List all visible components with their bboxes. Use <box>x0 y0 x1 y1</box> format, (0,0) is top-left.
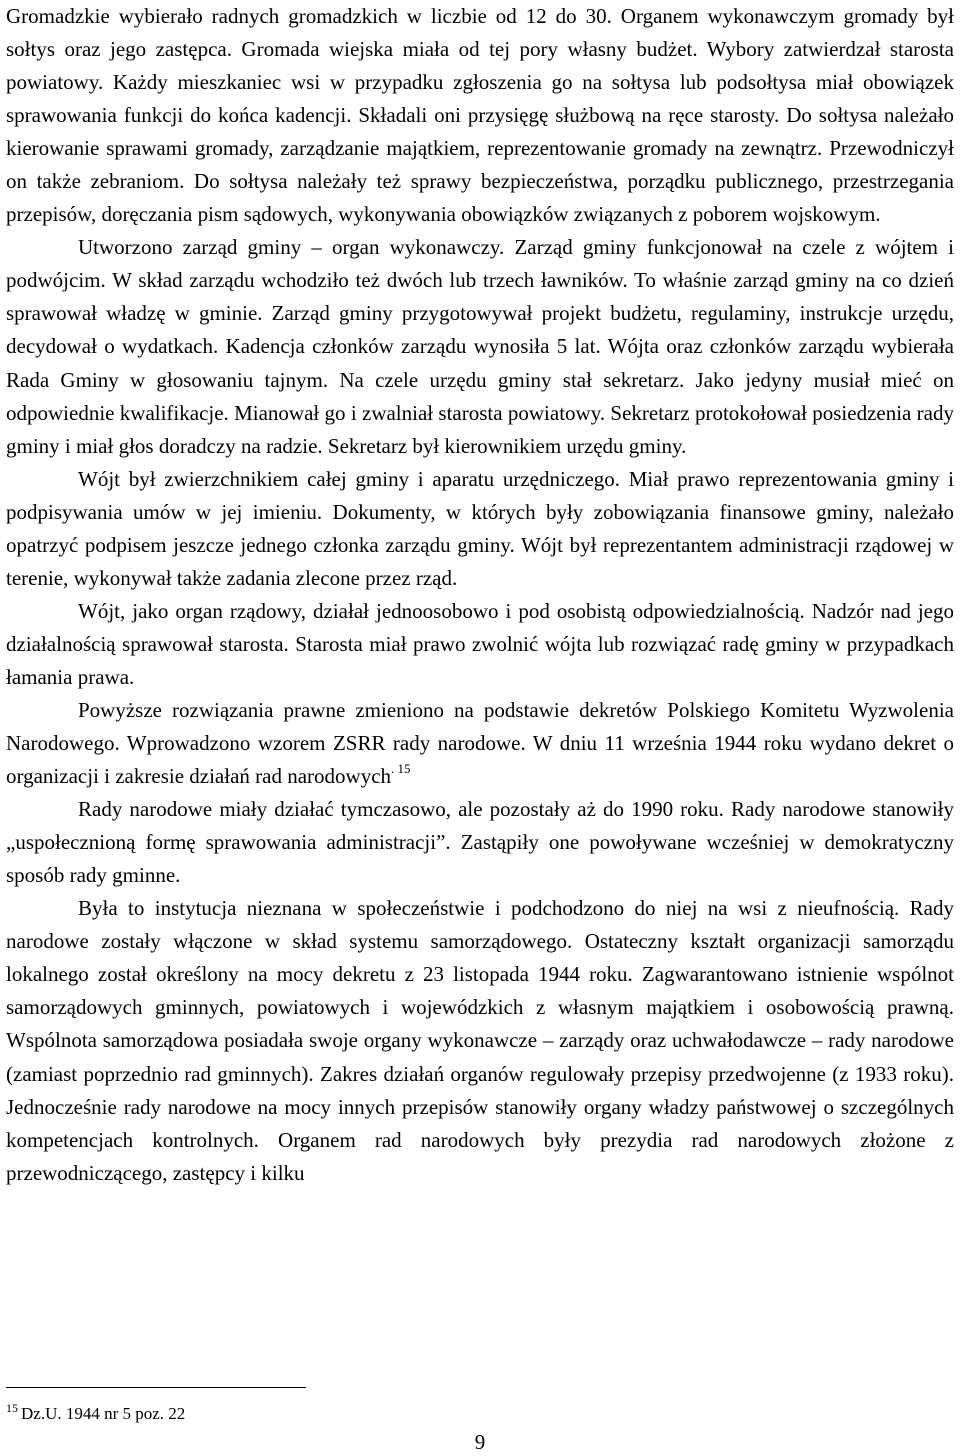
paragraph-6 <box>6 793 954 892</box>
paragraph-1 <box>6 0 954 231</box>
footnote-separator <box>6 1387 306 1388</box>
paragraph-7 <box>6 892 954 1189</box>
page-number: 9 <box>474 1430 486 1454</box>
paragraph-4-text: Wójt, jako organ rządowy, działał jednoosobowo i pod osobistą odpowiedzialnością. Nadzór nad jego działalnością sprawował starosta. Starosta miał prawo zwolnić wójta lub rozwiązać radę gminy w przypadkach łamania prawa. <box>6 598 954 689</box>
body-text <box>6 0 954 1190</box>
footnote <box>6 1403 185 1425</box>
paragraph-5-text: Powyższe rozwiązania prawne zmieniono na podstawie dekretów Polskiego Komitetu Wyzwolenia Narodowego. Wprowadzono wzorem ZSRR rady narodowe. W dniu 11 września 1944 roku wydano dekret o organizacji i zakresie działań rad narodowych <box>6 697 954 789</box>
paragraph-1-text: Gromadzkie wybierało radnych gromadzkich w liczbie od 12 do 30. Organem wykonawczym gromady był sołtys oraz jego zastępca. Gromada wiejska miała od tej pory własny budżet. Wybory zatwierdzał starosta powiatowy. Każdy mieszkaniec wsi w przypadku zgłoszenia go na sołtysa lub podsołtysa miał obowiązek sprawowania funkcji do końca kadencji. Składali oni przysięgę służbową na ręce starosty. Do sołtysa należało kierowanie sprawami gromady, zarządzanie majątkiem, reprezentowanie gromady na zewnątrz. Przewodniczył on także zebraniom. Do sołtysa należały też sprawy bezpieczeństwa, porządku publicznego, przestrzegania przepisów, doręczania pism sądowych, wykonywania obowiązków związanych z poborem wojskowym. <box>6 4 954 227</box>
paragraph-3-text: Wójt był zwierzchnikiem całej gminy i aparatu urzędniczego. Miał prawo reprezentowania gminy i podpisywania umów w jej imieniu. Dokumenty, w których były zobowiązania finansowe gminy, należało opatrzyć podpisem jeszcze jednego członka zarządu gminy. Wójt był reprezentantem administracji rządowej w terenie, wykonywał także zadania zlecone przez rząd. <box>6 466 954 590</box>
footnote-number: 15 <box>6 1401 18 1415</box>
paragraph-2 <box>6 231 954 462</box>
paragraph-4 <box>6 595 954 694</box>
paragraph-7-text: Była to instytucja nieznana w społeczeństwie i podchodzono do niej na wsi z nieufnością. Rady narodowe zostały włączone w skład systemu samorządowego. Ostateczny kształt organizacji samorządu lokalnego został określony na mocy dekretu z 23 listopada 1944 roku. Zagwarantowano istnienie wspólnot samorządowych gminnych, powiatowych i wojewódzkich z własnym majątkiem i osobowością prawną. Wspólnota samorządowa posiadała swoje organy wykonawcze – zarządy oraz uchwałodawcze – rady narodowe (zamiast poprzednio rad gminnych). Zakres działań organów regulowały przepisy przedwojenne (z 1933 roku). Jednocześnie rady narodowe na mocy innych przepisów stanowiły organy władzy państwowej o szczególnych kompetencjach kontrolnych. Organem rad narodowych były prezydia rad narodowych złożone z przewodniczącego, zastępcy i kilku <box>6 896 954 1185</box>
paragraph-6-text: Rady narodowe miały działać tymczasowo, ale pozostały aż do 1990 roku. Rady narodowe stanowiły „uspołecznioną formę sprawowania administracji”. Zastąpiły one powoływane wcześniej w demokratyczny sposób rady gminne. <box>6 797 954 888</box>
paragraph-3 <box>6 463 954 595</box>
paragraph-2-text: Utworzono zarząd gminy – organ wykonawczy. Zarząd gminy funkcjonował na czele z wójtem i podwójcim. W skład zarządu wchodziło też dwóch lub trzech ławników. To właśnie zarząd gminy na co dzień sprawował władzę w gminie. Zarząd gminy przygotowywał projekt budżetu, regulaminy, instrukcje urzędu, decydował o wydatkach. Kadencja członków zarządu wynosiła 5 lat. Wójta oraz członków zarządu wybierała Rada Gminy w głosowaniu tajnym. Na czele urzędu gminy stał sekretarz. Jako jedyny musiał mieć on odpowiednie kwalifikacje. Mianował go i zwalniał starosta powiatowy. Sekretarz protokołował posiedzenia rady gminy i miał głos doradczy na radzie. Sekretarz był kierownikiem urzędu gminy. <box>6 235 954 458</box>
footnote-reference[interactable]: . 15 <box>391 761 411 777</box>
paragraph-5 <box>6 694 954 793</box>
footnote-text: Dz.U. 1944 nr 5 poz. 22 <box>21 1404 186 1423</box>
